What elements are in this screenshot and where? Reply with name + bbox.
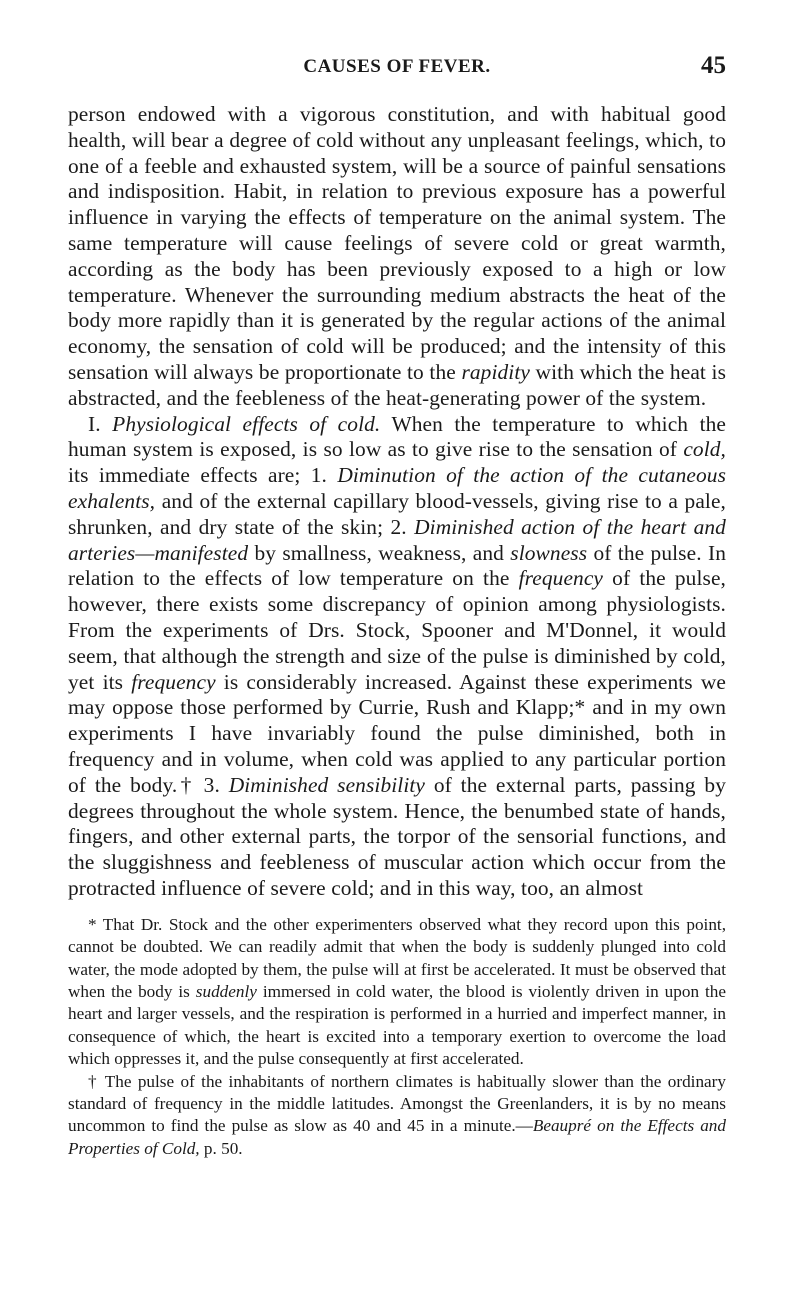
running-head (68, 46, 726, 82)
paragraph-habit-end: with which the heat is abstracted, and the feebleness of the heat-generating power of the system. (68, 359, 727, 410)
paragraph-habit-text: person endowed with a vigorous constitution, and with habitual good health, will bear a degree of cold without any unpleasant feelings, which, to one of a feeble and exhausted system, will be a source of painful sensations and indisposition. Habit, in relation to previous exposure has a powerful influence in varying the effects of temperature on the animal system. The same temperature will cause feelings of severe cold or great warmth, according as the body has been previously exposed to a high or low temperature. Whenever the surrounding medium abstracts the heat of the body more rapidly than it is generated by the regular actions of the animal economy, the sensation of cold will be produced; and the intensity of this sensation will always be proportionate to the (68, 102, 726, 384)
text-segment: of the external parts, passing by degrees throughout the whole system. Hence, the benumbed state of hands, fingers, and other external parts, the torpor of the sensorial functions, and the sluggishness and feebleness of muscular action which occur from the protracted influence of severe cold; and in this way, too, an almost (68, 772, 727, 900)
running-title: CAUSES OF FEVER. (303, 56, 491, 77)
text-segment: and of the external capillary blood-vessels, giving rise to a pale, shrunken, and dry state of the skin; 2. (68, 488, 726, 539)
text-segment: of the pulse. In relation to the effects of low temperature on the (68, 540, 726, 591)
effect-3-heading: Diminished sensibility (228, 772, 426, 797)
book-page (68, 46, 726, 1160)
suddenly-emphasis: suddenly (195, 981, 257, 1001)
frequency-emphasis: frequency (518, 566, 604, 591)
page-number: 45 (701, 52, 726, 79)
effect-1-heading: Diminution of the action of the cutaneous exhalents, (68, 463, 726, 513)
text-segment: When the temperature to which the human system is exposed, is so low as to give rise to the sensation of (68, 411, 726, 462)
text-segment: by smallness, weakness, and (248, 540, 511, 565)
footnote-text: * That Dr. Stock and the other experimenters observed what they record upon this point, cannot be doubted. We can readily admit that when the body is suddenly plunged into cold water, the mode adopted by them, the pulse will at first be accelerated. It must be observed that when the body is (68, 914, 726, 1001)
footnotes (68, 914, 726, 1160)
footnote-text: p. 50. (199, 1138, 243, 1158)
footnote-citation: Beaupré on the Effects and Properties of Cold, (68, 1116, 726, 1158)
frequency-emphasis: frequency (131, 669, 216, 694)
footnote-text: † The pulse of the inhabitants of northern climates is habitually slower than the ordinary standard of frequency in the middle latitudes. Amongst the Greenlanders, it is by no means uncommon to find the pulse as slow as 40 and 45 in a minute.— (68, 1071, 726, 1136)
text-segment: of the pulse, however, there exists some discrepancy of opinion among physiologists. From the experiments of Drs. Stock, Spooner and M'Donnel, it would seem, that although the strength and size of the pulse is diminished by cold, yet its (68, 566, 726, 694)
section-heading: Physiological effects of cold. (112, 411, 381, 436)
paragraph-physiological-effects (68, 412, 726, 902)
rapidity-emphasis: rapidity (461, 359, 530, 384)
body-text (68, 102, 726, 902)
footnote-dagger (68, 1071, 726, 1161)
effect-2-heading: Diminished action of the heart and arteries—manifested (68, 514, 726, 565)
paragraph-habit (68, 102, 726, 412)
text-segment: is considerably increased. Against these experiments we may oppose those performed by Currie, Rush and Klapp;* and in my own experiments I have invariably found the pulse diminished, both in frequency and in volume, when cold was applied to any particular portion of the body.† 3. (68, 669, 727, 797)
footnote-asterisk (68, 914, 726, 1071)
slowness-emphasis: slowness (510, 540, 588, 565)
cold-emphasis: cold, (683, 437, 726, 462)
section-number: I. (88, 411, 113, 436)
footnote-text: immersed in cold water, the blood is violently driven in upon the heart and larger vessels, and the respiration is performed in a hurried and imperfect manner, in consequence of which, the heart is excited into a temporary exertion to overcome the load which oppresses it, and the pulse consequently at first accelerated. (68, 981, 726, 1069)
text-segment: its immediate effects are; 1. (68, 463, 338, 488)
